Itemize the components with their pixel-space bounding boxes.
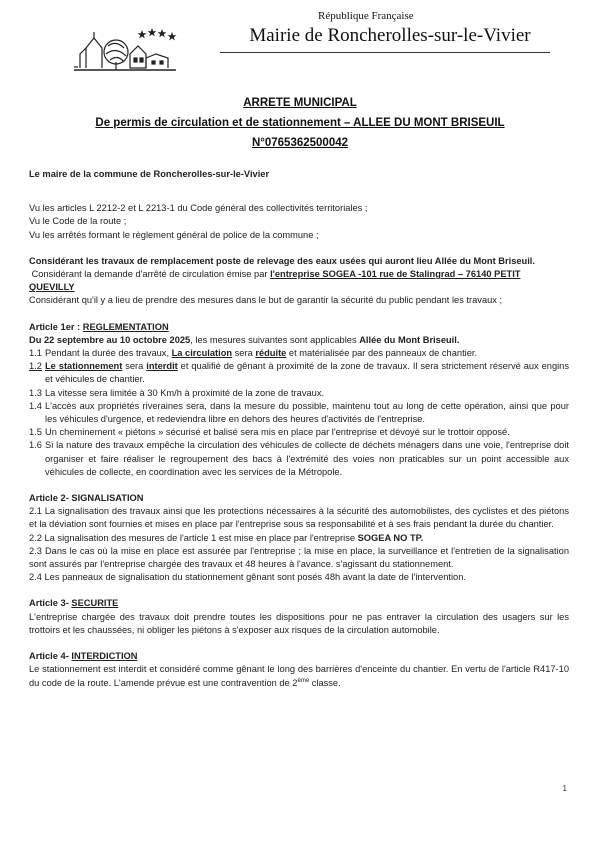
para-text: Le stationnement est interdit et considéré comme gênant le long des barrières d'enceinte du chantier. En vertu de l'article R417-10 du code de la route. L'amende prévue est une contravention de 2 (29, 664, 569, 688)
article-1-item-4 (29, 400, 569, 426)
item-text-emph: Le stationnement (45, 361, 123, 372)
town-logo (72, 24, 182, 74)
superscript: ème (297, 677, 310, 684)
considerant-1: Considérant les travaux de remplacement poste de relevage des eaux usées qui auront lieu Allée du Mont Briseuil. (29, 255, 535, 266)
item-text-emph: interdit (146, 361, 178, 372)
article-4-heading (29, 650, 569, 663)
item-text: et matérialisée par des panneaux de chantier. (286, 348, 478, 359)
mairie-title: Mairie de Roncherolles-sur-le-Vivier (249, 25, 531, 46)
considerant-2 (29, 268, 569, 294)
article-1-item-2 (29, 360, 569, 386)
para-text: 2.2 La signalisation des mesures de l'article 1 est mise en place par l'entreprise (29, 532, 358, 543)
article-3-para: L'entreprise chargée des travaux doit prendre toutes les dispositions pour ne pas entraver la circulation des usagers sur les trottoirs et les chaussées, ni obliger les piétons à s'exposer aux risques de la circulation automobile. (29, 611, 569, 635)
title-line-1: ARRETE MUNICIPAL (243, 97, 357, 109)
para-text: classe. (309, 677, 341, 688)
item-text-emph: réduite (255, 348, 287, 359)
article-4-para (29, 663, 569, 689)
maire-line: Le maire de la commune de Roncherolles-sur-le-Vivier (29, 169, 270, 179)
vu-line-1: Vu les articles L 2212-2 et L 2213-1 du Code général des collectivités territoriales ; (29, 203, 368, 214)
item-text: La vitesse sera limitée à 30 Km/h à proximité de la zone de travaux. (45, 387, 325, 398)
article-3-heading (29, 597, 569, 610)
item-number: 1.5 (29, 427, 42, 438)
article-4-label: Article 4- (29, 651, 72, 662)
considerant-2-text: Considérant la demande d'arrêté de circulation émise par (31, 269, 271, 280)
item-text: Pendant la durée des travaux, (45, 348, 172, 359)
item-number: 1.4 (29, 400, 42, 411)
item-number: 1.2 (29, 361, 42, 372)
company-name: SOGEA NO TP. (357, 532, 424, 543)
article-2-para-2 (29, 532, 569, 545)
article-1-dates (29, 334, 569, 347)
article-3-label: Article 3- (29, 598, 72, 609)
header-divider (220, 52, 550, 53)
article-1-title: REGLEMENTATION (82, 321, 169, 332)
item-number: 1.3 (29, 387, 42, 398)
considerant-3: Considérant qu'il y a lieu de prendre des mesures dans le but de garantir la sécurité du public pendant les travaux ; (29, 295, 503, 306)
item-number: 1.6 (29, 440, 42, 451)
item-number: 1.1 (29, 348, 42, 359)
item-text: L'accès aux propriétés riveraines sera, dans la mesure du possible, maintenu tout au long de cette opération, ainsi que pour les véhicules d'urgence, et redeviendra libre en dehors des heures d'activités de l'entreprise. (45, 400, 569, 425)
article-1-heading (29, 321, 569, 334)
article-1-label: Article 1er : (29, 321, 83, 332)
item-text: et qualifié de gênant à proximité de la zone de travaux. Il sera strictement réservé aux engins et véhicules de chantier. (45, 361, 569, 385)
vu-line-2: Vu le Code de la route ; (29, 216, 127, 227)
article-1-dates-text: , les mesures suivantes sont applicables (190, 334, 360, 345)
article-1-date-range: Du 22 septembre au 10 octobre 2025 (29, 334, 191, 345)
item-text: Un cheminement « piétons » sécurisé et balisé sera mis en place par l'entreprise et dévoyé sur le trottoir opposé. (45, 427, 510, 438)
item-text: sera (232, 348, 256, 359)
document-body (29, 168, 569, 690)
article-1-item-5 (29, 426, 569, 439)
article-1-place: Allée du Mont Briseuil. (359, 334, 460, 345)
republic-label: République Française (318, 10, 414, 22)
page-number: 1 (562, 784, 567, 793)
item-text: Si la nature des travaux empêche la circulation des véhicules de collecte de déchets ménagers dans une voie, l'entreprise doit organiser et faire réaliser le regroupement des bacs à l'extrémité des voies non praticables sur un point accessible aux véhicules de collecte, en coordination avec les services de la Métropole. (45, 440, 569, 477)
article-4-title: INTERDICTION (71, 651, 138, 662)
considerant-2-company: l'entreprise SOGEA -101 rue de Stalingrad – 76140 PETIT (270, 269, 521, 280)
article-2-para-1: 2.1 La signalisation des travaux ainsi que les protections nécessaires à la sécurité des automobilistes, des cyclistes et des piétons et la déviation sont fournies et mises en place par l'entreprise sous sa responsabilité et à ses frais pendant la durée du chantier. (29, 506, 569, 530)
vu-line-3: Vu les arrêtés formant le règlement général de police de la commune ; (29, 229, 319, 240)
article-2-heading: Article 2- SIGNALISATION (29, 493, 144, 504)
document-title (60, 93, 540, 153)
article-2-para-3: 2.3 Dans le cas où la mise en place est assurée par l'entreprise ; la mise en place, la surveillance et l'entretien de la signalisation sont assurés par l'entreprise chargée des travaux et 48 heures à l'avance. s'agissant du stationnement. (29, 545, 569, 570)
title-line-3: N°0765362500042 (251, 137, 349, 149)
article-2-para-4: 2.4 Les panneaux de signalisation du stationnement gênant sont posés 48h avant la date de l'intervention. (29, 572, 466, 583)
item-text: sera (122, 361, 147, 372)
article-3-title: SECURITE (71, 598, 119, 609)
article-1-item-6 (29, 439, 569, 479)
considerant-2-company-cont: QUEVILLY (29, 282, 75, 293)
article-1-item-1 (29, 347, 569, 360)
title-line-2: De permis de circulation et de stationnement – ALLEE DU MONT BRISEUIL (95, 117, 505, 129)
article-1-item-3 (29, 387, 569, 400)
item-text-emph: La circulation (171, 348, 233, 359)
